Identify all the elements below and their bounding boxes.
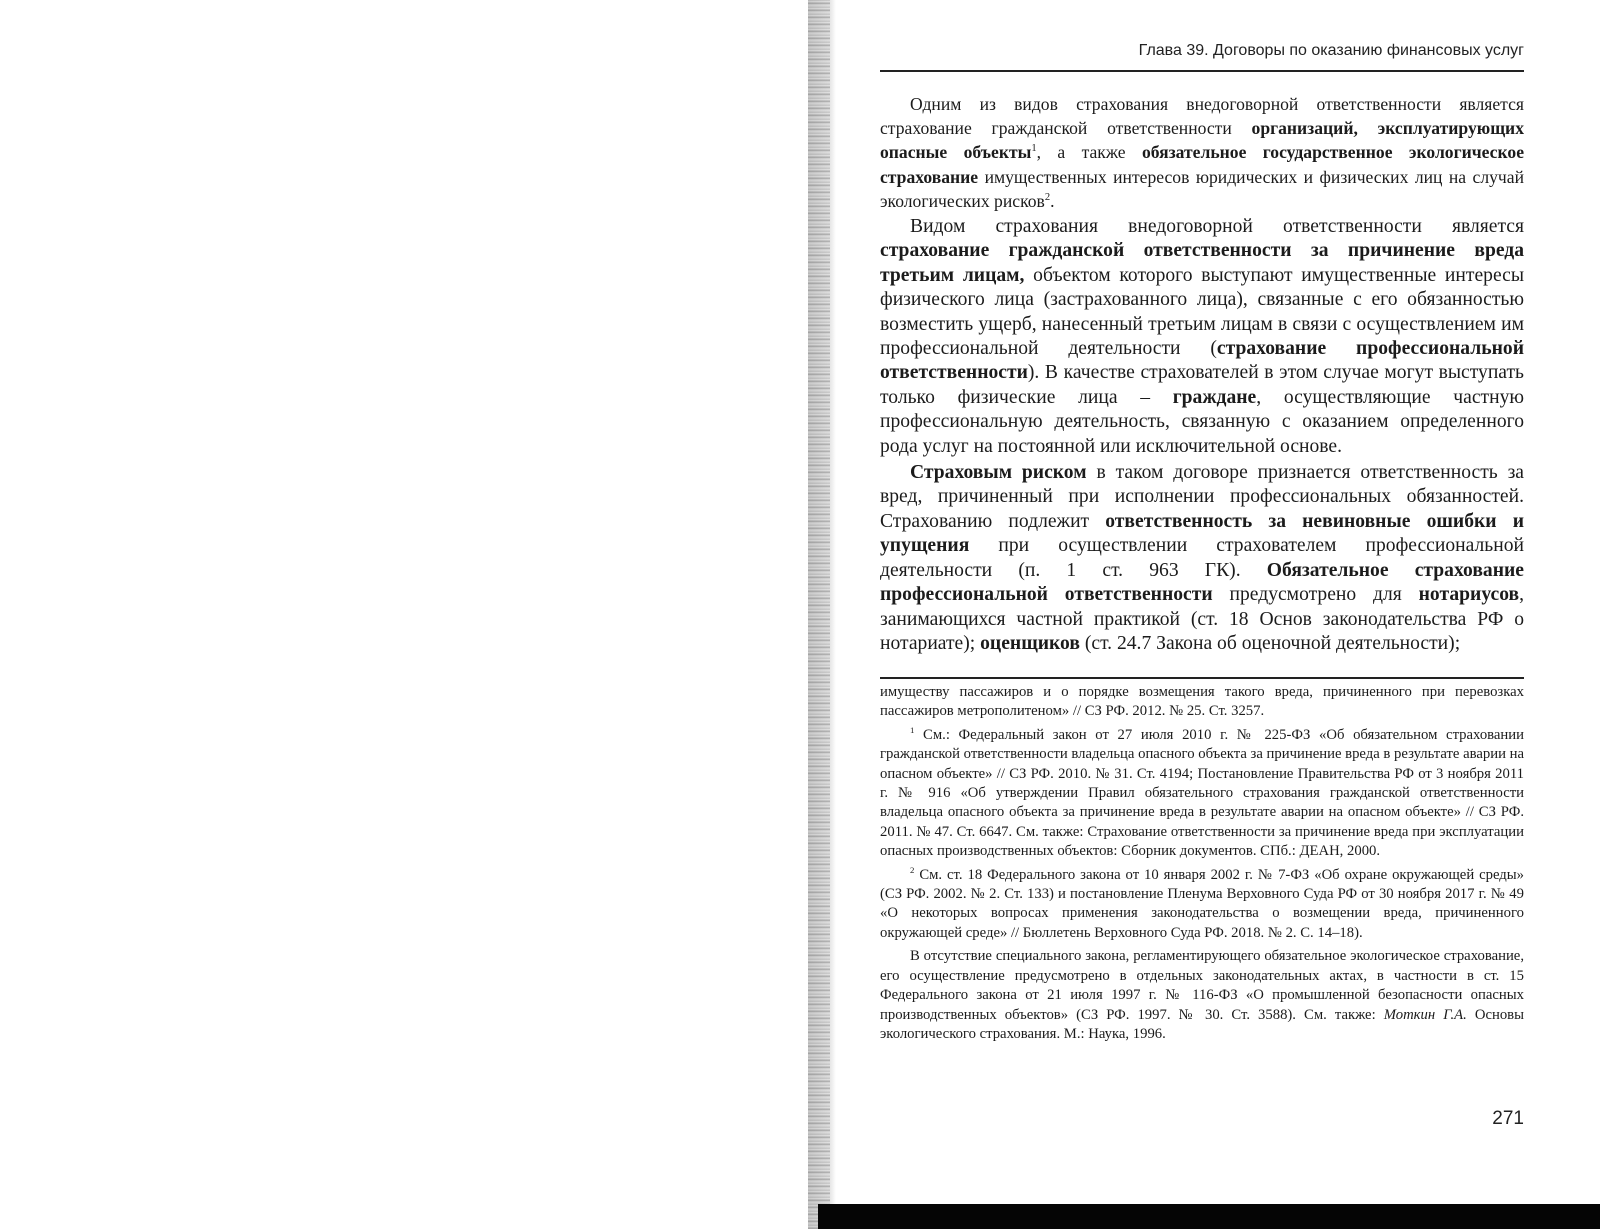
scan-border [818, 1204, 1600, 1229]
footnote-separator [880, 677, 1524, 679]
footnote-continuation: имуществу пассажиров и о порядке возмещения такого вреда, причиненного при перевозках пассажиров метрополитеном» // СЗ РФ. 2012. № 25. Ст. 3257. [880, 684, 1524, 720]
paragraph-1 [880, 92, 1524, 213]
bold-run: Обязательное страхование профессиональной ответственности [880, 559, 1524, 606]
book-spine-shadow [808, 0, 832, 1229]
text-run: в таком договоре признается ответственность за вред, причиненный при исполнении профессиональных обязанностей. Страхованию подлежит [880, 462, 1525, 532]
footnote-text: См.: Федеральный закон от 27 июля 2010 г. № 225-ФЗ «Об обязательном страховании гражданской ответственности владельца опасного объекта за причинение вреда в результате аварии на опасном объекте» // СЗ РФ. 2010. № 31. Ст. 4194; Постановление Правительства РФ от 3 ноября 2011 г. № 916 «Об утверждении Правил обязательного страхования гражданской ответственности владельца опасного объекта за причинение вреда в результате аварии на опасном объекте» // СЗ РФ. 2011. № 47. Ст. 6647. См. также: Страхование ответственности за причинение вреда при эксплуатации опасных производственных объектов: Сборник документов. СПб.: ДЕАН, 2000. [880, 726, 1524, 860]
bold-run: организаций, эксплуатирующих опасные объекты [880, 118, 1524, 163]
bold-run: страхование профессиональной ответственности [880, 338, 1524, 384]
footnote-2 [880, 866, 1524, 944]
paragraph-2 [880, 215, 1524, 459]
footnote-mark-1: 1 [910, 724, 915, 735]
bold-run: оценщиков [980, 632, 1080, 654]
bold-run: страхование гражданской ответственности за причинение вреда третьим лицам, [880, 240, 1524, 286]
footnote-ref-2: 2 [1044, 191, 1051, 203]
author-name: Моткин Г.А. [1383, 1006, 1467, 1023]
running-header: Глава 39. Договоры по оказанию финансовых услуг [1138, 42, 1524, 59]
page-number: 271 [1492, 1108, 1524, 1129]
text-run: (ст. 24.7 Закона об оценочной деятельности); [1079, 632, 1461, 654]
footnote-mark-2: 2 [910, 864, 915, 875]
paragraph-3 [880, 461, 1524, 656]
text-run: , осуществляющие частную профессиональную деятельность, связанную с оказанием определенного рода услуг на постоянной или исключительной основе. [880, 386, 1525, 457]
text-run: Одним из видов страхования внедоговорной ответственности является страхование гражданской ответственности [880, 94, 1524, 139]
footnote-1 [880, 726, 1524, 862]
text-run: при осуществлении страхователем профессиональной деятельности (п. 1 ст. 963 ГК). [880, 535, 1524, 581]
header-rule [880, 70, 1524, 72]
footnote-text: См. ст. 18 Федерального закона от 10 января 2002 г. № 7-ФЗ «Об охране окружающей среды» (СЗ РФ. 2002. № 2. Ст. 133) и постановление Пленума Верховного Суда РФ от 30 ноября 2017 г. № 49 «О некоторых вопросах применения законодательства о возмещении вреда, причиненного окружающей среде» // Бюллетень Верховного Суда РФ. 2018. № 2. С. 14–18). [880, 866, 1524, 941]
page-gutter [830, 0, 836, 1229]
bold-run: граждане [1172, 386, 1257, 408]
text-run: имущественных интересов юридических и физических лиц на случай экологических рисков [880, 166, 1524, 211]
text-run: , занимающихся частной практикой (ст. 18 Основ законодательства РФ о нотариате); [880, 584, 1525, 654]
footnote-text: Основы экологического страхования. М.: Наука, 1996. [880, 1006, 1524, 1042]
text-run: ). В качестве страхователей в этом случае могут выступать только физические лица – [880, 362, 1524, 408]
text-run: объектом которого выступают имущественные интересы физического лица (застрахованного лица), связанные с его обязанностью возместить ущерб, нанесенный третьим лицам в связи с осуществлением им профессиональной деятельности ( [880, 264, 1524, 360]
text-run: , а также [1036, 142, 1142, 163]
text-run: Видом страхования внедоговорной ответственности является [910, 216, 1524, 238]
bold-run: Страховым риском [910, 462, 1087, 484]
footnote-text: В отсутствие специального закона, регламентирующего обязательное экологическое страхование, его осуществление предусмотрено в отдельных законодательных актах, в частности в ст. 15 Федерального закона от 21 июля 1997 г. № 116-ФЗ «О промышленной безопасности опасных производственных объектов» (СЗ РФ. 1997. № 30. Ст. 3588). См. также: [880, 948, 1524, 1023]
footnote-2-continued [880, 947, 1524, 1044]
footnote-ref-1: 1 [1031, 143, 1037, 155]
text-run: . [1050, 190, 1055, 211]
main-text [880, 92, 1524, 656]
text-run: предусмотрено для [1212, 584, 1419, 606]
bold-run: ответственность за невиновные ошибки и упущения [880, 510, 1524, 557]
bold-run: нотариусов [1418, 584, 1520, 606]
footnotes [880, 683, 1524, 1048]
bold-run: обязательное государственное экологическое страхование [880, 142, 1524, 187]
